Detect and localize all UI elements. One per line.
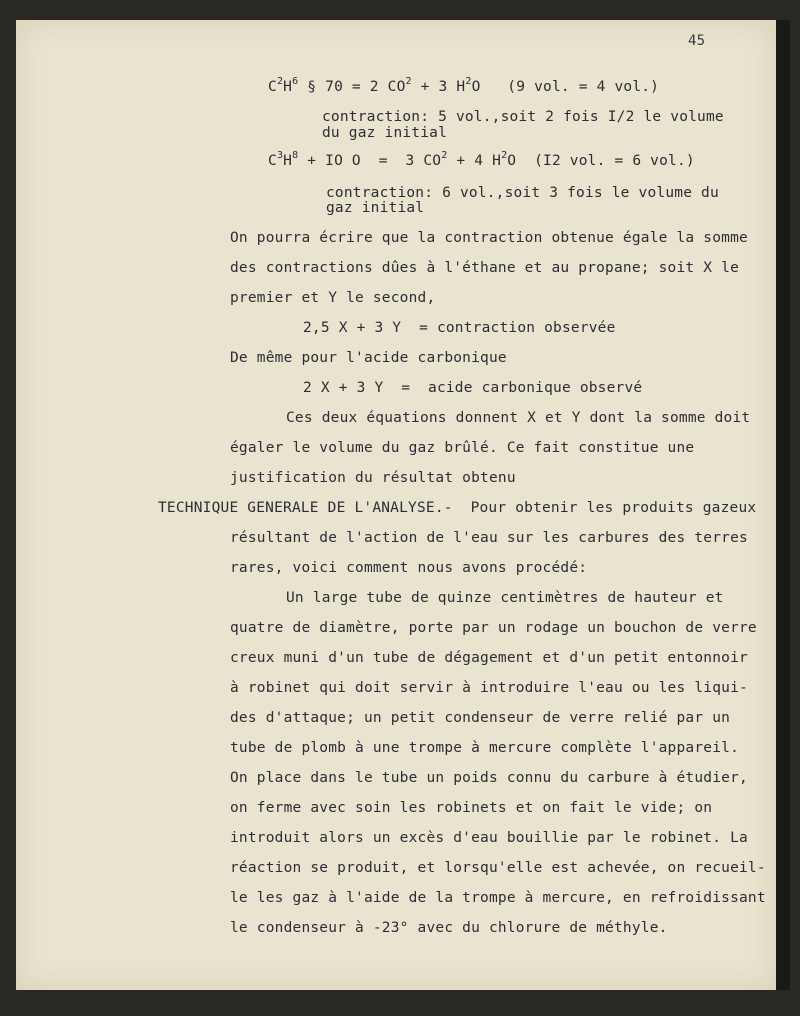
- body-line: premier et Y le second,: [230, 290, 436, 306]
- body-line: justification du résultat obtenu: [230, 470, 516, 486]
- body-line: égaler le volume du gaz brûlé. Ce fait constitue une: [230, 440, 695, 456]
- section-heading-line: TECHNIQUE GENERALE DE L'ANALYSE.- Pour obtenir les produits gazeux: [158, 500, 757, 516]
- body-line: Ces deux équations donnent X et Y dont la somme doit: [286, 410, 751, 426]
- propane-note-line: gaz initial: [326, 200, 425, 216]
- body-line: des d'attaque; un petit condenseur de verre relié par un: [230, 710, 731, 726]
- equation-contraction: 2,5 X + 3 Y = contraction observée: [303, 320, 616, 336]
- body-line: Un large tube de quinze centimètres de hauteur et: [286, 590, 724, 606]
- body-line: le les gaz à l'aide de la trompe à mercure, en refroidissant: [230, 890, 766, 906]
- body-line: introduit alors un excès d'eau bouillie par le robinet. La: [230, 830, 748, 846]
- body-line: On pourra écrire que la contraction obtenue égale la somme: [230, 230, 748, 246]
- formula-propane: $C^3H^8$ + IO O = 3 $CO^2 + 4$ $H^2O$ (I2 vol. = 6 vol.): [268, 150, 695, 169]
- body-line: De même pour l'acide carbonique: [230, 350, 507, 366]
- body-line: creux muni d'un tube de dégagement et d'un petit entonnoir: [230, 650, 748, 666]
- ethane-note-line: du gaz initial: [322, 125, 448, 141]
- body-line: résultant de l'action de l'eau sur les carbures des terres: [230, 530, 748, 546]
- body-line: On place dans le tube un poids connu du carbure à étudier,: [230, 770, 748, 786]
- body-line: réaction se produit, et lorsqu'elle est achevée, on recueil-: [230, 860, 766, 876]
- body-line: à robinet qui doit servir à introduire l'eau ou les liqui-: [230, 680, 748, 696]
- formula-ethane: $C^2H^6$ § 70 = 2 $CO^2 + 3$ $H^2O$ (9 vol. = 4 vol.): [268, 76, 660, 95]
- ethane-note-line: contraction: 5 vol.,soit 2 fois I/2 le volume: [322, 109, 724, 125]
- body-line: quatre de diamètre, porte par un rodage un bouchon de verre: [230, 620, 757, 636]
- page-number: 45: [688, 33, 706, 49]
- body-line: rares, voici comment nous avons procédé:: [230, 560, 588, 576]
- body-line: on ferme avec soin les robinets et on fait le vide; on: [230, 800, 713, 816]
- body-line: des contractions dûes à l'éthane et au propane; soit X le: [230, 260, 739, 276]
- propane-note-line: contraction: 6 vol.,soit 3 fois le volume du: [326, 185, 719, 201]
- equation-acide: 2 X + 3 Y = acide carbonique observé: [303, 380, 643, 396]
- body-line: tube de plomb à une trompe à mercure complète l'appareil.: [230, 740, 739, 756]
- scan-edge: [776, 20, 790, 990]
- body-line: le condenseur à -23° avec du chlorure de méthyle.: [230, 920, 668, 936]
- section-heading: TECHNIQUE GENERALE DE L'ANALYSE.-: [158, 500, 453, 516]
